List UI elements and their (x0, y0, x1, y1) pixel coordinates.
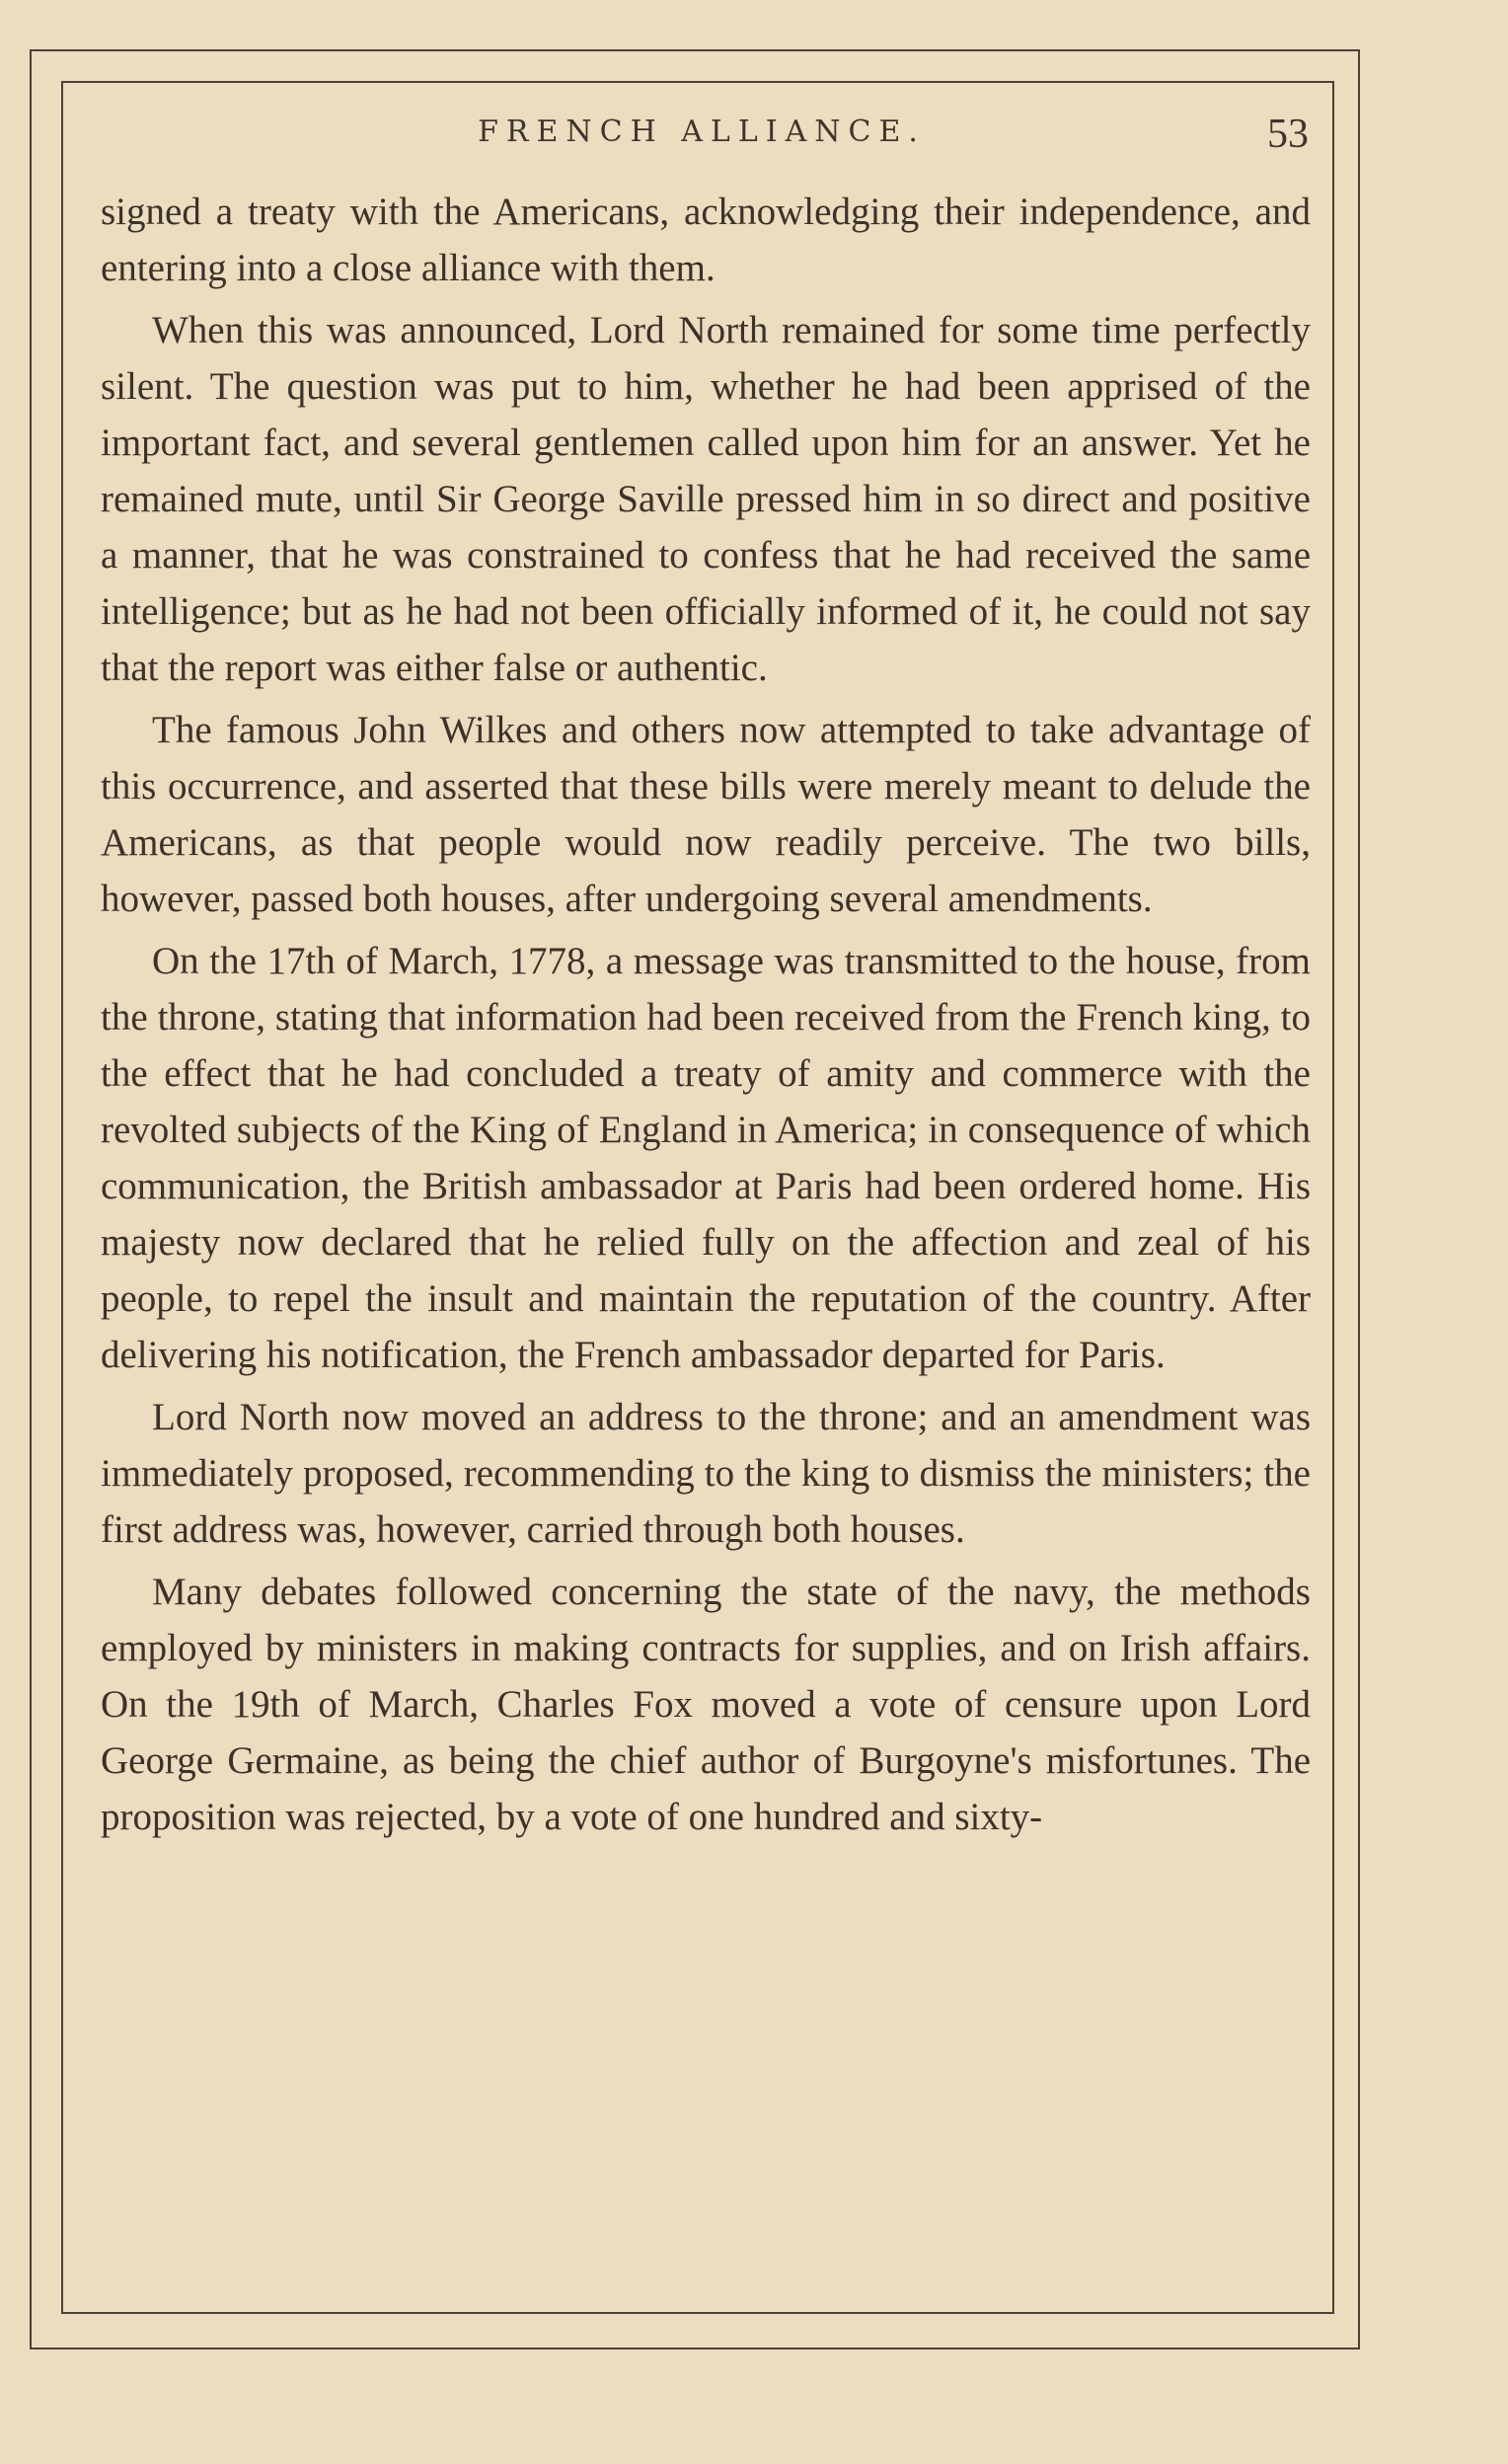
inner-border-bottom (61, 2312, 1334, 2314)
outer-border-right (1358, 49, 1360, 2349)
outer-border-left (30, 49, 32, 2349)
paragraph-3: The famous John Wilkes and others now attempted to take advantage of this occurrence, and asserted that these bills were merely meant to delude the Americans, as that people would now readily perceive. The two bills, however, passed both houses, after undergoing several amendments. (101, 709, 1311, 920)
body-text (101, 184, 1311, 1851)
inner-border-left (61, 81, 63, 2312)
paragraph-1: signed a treaty with the Americans, acknowledging their independence, and entering into a close alliance with them. (101, 191, 1311, 289)
inner-border-right (1332, 81, 1334, 2312)
paragraph-4: On the 17th of March, 1778, a message was transmitted to the house, from the throne, stating that information had been received from the French king, to the effect that he had concluded a treaty of amity and commerce with the revolted subjects of the King of England in America; in consequence of which communication, the British ambassador at Paris had been ordered home. His majesty now declared that he relied fully on the affection and zeal of his people, to repel the insult and maintain the reputation of the country. After delivering his notification, the French ambassador departed for Paris. (101, 940, 1311, 1376)
paragraph-6: Many debates followed concerning the state of the navy, the methods employed by ministers in making contracts for supplies, and on Irish affairs. On the 19th of March, Charles Fox moved a vote of censure upon Lord George Germaine, as being the chief author of Burgoyne's misfortunes. The proposition was rejected, by a vote of one hundred and sixty- (101, 1571, 1311, 1838)
inner-border-top (61, 81, 1334, 83)
outer-border-bottom (30, 2348, 1360, 2349)
paragraph-2: When this was announced, Lord North remained for some time perfectly silent. The question was put to him, whether he had been apprised of the important fact, and several gentlemen called upon him for an answer. Yet he remained mute, until Sir George Saville pressed him in so direct and positive a manner, that he was constrained to confess that he had received the same intelligence; but as he had not been officially informed of it, he could not say that the report was either false or authentic. (101, 309, 1311, 689)
page-header (95, 111, 1309, 160)
paragraph-5: Lord North now moved an address to the throne; and an amendment was immediately proposed, recommending to the king to dismiss the ministers; the first address was, however, carried through both houses. (101, 1396, 1311, 1551)
page-number: 53 (1267, 112, 1309, 157)
outer-border-top (30, 49, 1360, 51)
running-title: FRENCH ALLIANCE. (478, 115, 926, 149)
